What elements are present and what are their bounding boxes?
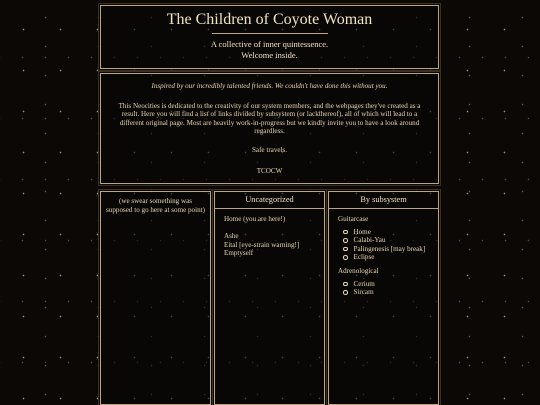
by-subsystem-panel xyxy=(328,191,439,405)
title-panel xyxy=(100,5,439,69)
circle-bullet-icon xyxy=(343,282,348,287)
farewell-text: Safe travels. xyxy=(251,145,288,154)
subsystem-list xyxy=(329,209,438,297)
link-emptyself[interactable]: Emptyself xyxy=(224,249,254,258)
list-item xyxy=(343,253,438,262)
tagline-line-2: Welcome inside. xyxy=(241,50,298,60)
circle-bullet-icon xyxy=(343,238,348,243)
intro-panel xyxy=(100,73,439,184)
uncategorized-panel xyxy=(214,191,325,405)
link-eital[interactable]: Eital [eye-strain warning!] xyxy=(224,240,300,249)
link-eclipse[interactable]: Eclipse xyxy=(353,253,375,262)
link-ashe[interactable]: Ashe xyxy=(224,232,239,241)
list-item xyxy=(343,236,438,245)
link-palingenesis[interactable]: Palingenesis [may break] xyxy=(353,244,426,253)
circle-bullet-icon xyxy=(343,230,348,235)
link-cerium[interactable]: Cerium xyxy=(353,279,375,288)
list-item xyxy=(343,280,438,289)
group-guitarcase: Guitarcase xyxy=(338,215,369,223)
tagline-line-1: A collective of inner quintessence. xyxy=(210,39,329,49)
site-title: The Children of Coyote Woman xyxy=(166,11,373,28)
link-calabi-yau[interactable]: Calabi-Yau xyxy=(353,236,386,245)
group-adrenological: Adrenological xyxy=(338,266,379,275)
circle-bullet-icon xyxy=(343,255,348,260)
guitarcase-members xyxy=(338,228,438,262)
link-home[interactable]: Home xyxy=(353,227,371,236)
link-sircam[interactable]: Sircam xyxy=(353,288,374,297)
signature-text: TCOCW xyxy=(256,166,283,175)
list-item xyxy=(343,288,438,297)
list-item xyxy=(343,228,438,237)
home-link[interactable]: Home (you are here!) xyxy=(224,215,286,223)
spacer xyxy=(224,224,324,233)
by-subsystem-heading: By subsystem xyxy=(329,192,438,209)
circle-bullet-icon xyxy=(343,247,348,252)
list-item xyxy=(343,245,438,254)
circle-bullet-icon xyxy=(343,290,348,295)
side-note-panel xyxy=(100,191,211,405)
title-divider xyxy=(212,33,328,34)
intro-paragraph: This Neocities is dedicated to the creativity of our system members, and the webpages they've created as a result. Here you will find a list of links divided by subsystem (or lackthereof), all of which will lead to a different original page. Most are heavily work-in-progress but we kindly invite you to have a look around regardless. xyxy=(118,101,421,136)
adrenological-members xyxy=(338,280,438,297)
uncategorized-heading: Uncategorized xyxy=(215,192,324,209)
credit-text: Inspired by our incredibly talented friends. We couldn't have done this without you. xyxy=(151,82,388,90)
side-note-text: (we swear something was supposed to go here at some point) xyxy=(106,197,205,214)
uncategorized-list xyxy=(215,209,324,258)
